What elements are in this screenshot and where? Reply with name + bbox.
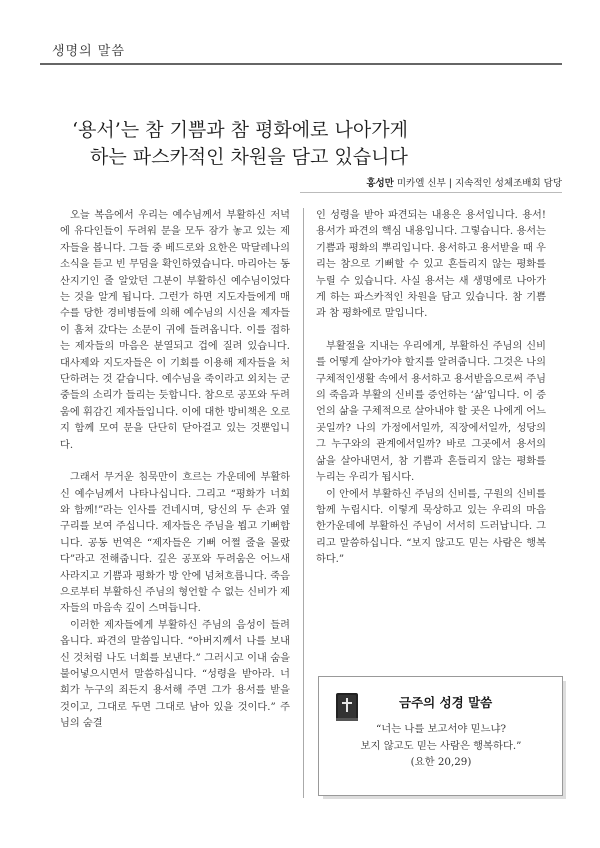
header-divider — [40, 63, 562, 65]
paragraph: 이러한 제자들에게 부활하신 주님의 음성이 들려옵니다. 파견의 말씀입니다. “아버지께서 나를 보내신 것처럼 나도 너희를 보낸다.” 그러시고 이내 숨을 불어넣으시면서 말씀하십니다. “성령을 받아라. 너희가 누구의 죄든지 용서해 주면 그가 용서를 받을 것이고, 그대로 두면 그대로 남아 있을 것이다.” 주님의 숨결 — [60, 619, 290, 730]
bible-icon — [333, 691, 361, 723]
verse-heading: 금주의 성경 말씀 — [399, 695, 493, 710]
article-title — [48, 117, 568, 171]
right-column — [316, 208, 546, 569]
title-line-1: ‘용서’는 참 기쁨과 참 평화에로 나아가게 — [72, 118, 408, 141]
author-role: 미카엘 신부 | 지속적인 성체조배회 담당 — [393, 178, 562, 189]
paragraph: 이 안에서 부활하신 주님의 신비를, 구원의 신비를 함께 누립시다. 이렇게 묵상하고 있는 우리의 마음 한가운데에 부활하신 주님이 서서히 드러납니다. 그리고 말씀하십니다. “보지 않고도 믿는 사람은 행복하다.” — [316, 488, 546, 566]
verse-reference: (요한 20,29) — [410, 756, 472, 769]
paragraph: 인 성령을 받아 파견되는 내용은 용서입니다. 용서! 용서가 파견의 핵심 내용입니다. 그렇습니다. 용서는 기쁨과 평화의 뿌리입니다. 용서하고 용서받을 때 우리는 참으로 기뻐할 수 있고 흔들리지 않는 평화를 누릴 수 있습니다. 사실 용서는 새 생명에로 나아가게 하는 파스카적인 차원을 담고 있습니다. 참 기쁨과 참 평화에로 말입니다. — [316, 210, 546, 320]
column-divider — [303, 208, 304, 798]
paragraph: 그래서 무거운 침묵만이 흐르는 가운데에 부활하신 예수님께서 나타나십니다. 그리고 “평화가 너희와 함께!”라는 인사를 건네시며, 당신의 두 손과 옆구리를 보여 주십니다. 제자들은 주님을 뵙고 기뻐합니다. 공동 번역은 “제자들은 기뻐 어쩔 줄을 몰랐다”라고 전해줍니다. 깊은 공포와 두려움은 어느새 사라지고 기쁨과 평화가 방 안에 넘쳐흐릅니다. 죽음으로부터 부활하신 주님의 형언할 수 없는 신비가 제자들의 마음속 깊이 스며듭니다. — [60, 472, 290, 615]
author-name: 홍성만 — [366, 178, 394, 189]
weekly-verse-box — [318, 676, 563, 796]
byline — [366, 175, 562, 189]
byline-divider — [300, 192, 562, 193]
left-column — [60, 208, 290, 733]
section-label: 생명의 말씀 — [52, 44, 125, 59]
verse-text — [327, 721, 555, 771]
paragraph: 오늘 복음에서 우리는 예수님께서 부활하신 저녁에 유다인들이 두려워 문을 모두 잠가 놓고 있는 제자들을 봅니다. 그들 중 베드로와 요한은 막달레나의 소식을 듣고 빈 무덤을 확인하였습니다. 마리아는 동산지기인 줄 알았던 그분이 부활하신 예수님이었다는 것을 알게 됩니다. 그런가 하면 지도자들에게 매수를 당한 경비병들에 의해 예수님의 시신을 제자들이 훔쳐 갔다는 소문이 귀에 들려옵니다. 이를 접하는 제자들의 마음은 분열되고 겁에 질려 있습니다. 대사제와 지도자들은 이 기회를 이용해 제자들을 처단하려는 것 같습니다. 예수님을 죽이라고 외치는 군중들의 소리가 들리는 듯합니다. 참으로 공포와 두려움에 휘감긴 제자들입니다. 이에 대한 방비책은 오로지 함께 모여 문을 단단히 닫아걸고 있는 것뿐입니다. — [60, 210, 290, 451]
verse-line-2: 보지 않고도 믿는 사람은 행복하다.” — [360, 739, 522, 752]
title-line-2: 하는 파스카적인 차원을 담고 있습니다 — [90, 145, 408, 168]
paragraph: 부활절을 지내는 우리에게, 부활하신 주님의 신비를 어떻게 살아가야 할지를 알려줍니다. 그것은 나의 구체적인생활 속에서 용서하고 용서받음으로써 주님의 죽음과 부활의 신비를 증언하는 ‘삶’입니다. 이 증언의 삶을 구체적으로 살아내야 할 곳은 나에게 어느 곳일까? 나의 가정에서일까, 직장에서일까, 성당의 그 누구와의 관계에서일까? 바로 그곳에서 용서의 삶을 살아내면서, 참 기쁨과 흔들리지 않는 평화를 누리는 우리가 됩시다. — [316, 340, 546, 484]
verse-line-1: “너는 나를 보고서야 믿느냐? — [375, 723, 507, 735]
